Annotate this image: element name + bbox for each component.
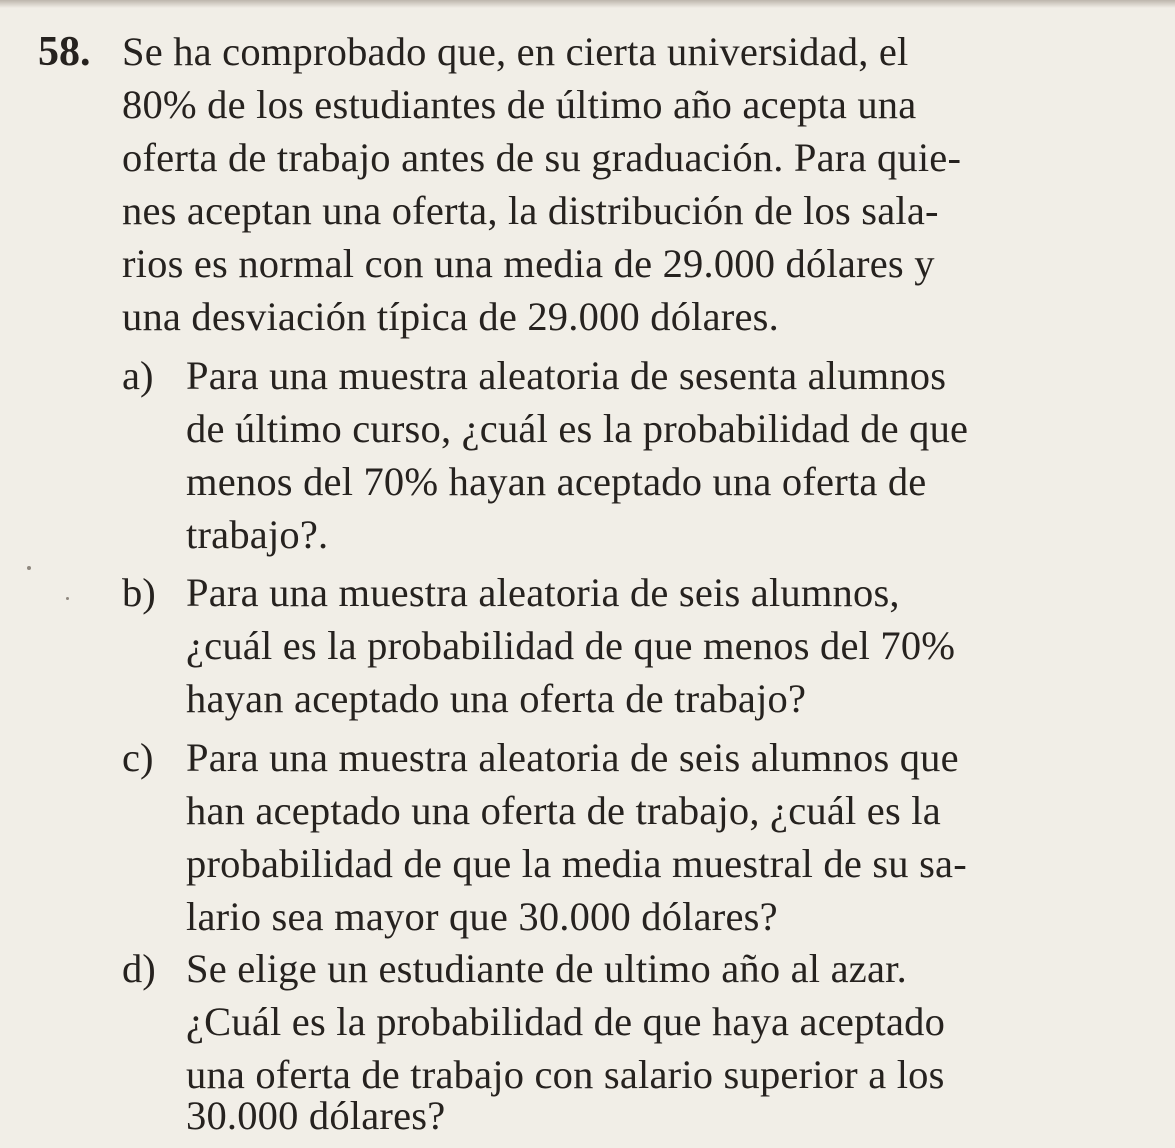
statement-line: nes aceptan una oferta, la distribución de los sala- — [122, 188, 939, 233]
question-label: a) — [122, 353, 154, 398]
question-line: hayan aceptado una oferta de trabajo? — [186, 676, 807, 721]
question-line: Se elige un estudiante de ultimo año al azar. — [186, 946, 907, 991]
question-line: trabajo?. — [186, 512, 329, 557]
question-line: 30.000 dólares? — [186, 1093, 446, 1138]
question-label: d) — [122, 946, 156, 991]
question-line: Para una muestra aleatoria de sesenta alumnos — [186, 353, 947, 398]
statement-line: Se ha comprobado que, en cierta universidad, el — [122, 29, 909, 74]
question-line: de último curso, ¿cuál es la probabilidad de que — [186, 406, 969, 451]
question-label: b) — [122, 570, 156, 615]
print-speck — [27, 566, 31, 570]
question-label: c) — [122, 735, 154, 780]
question-line: probabilidad de que la media muestral de su sa- — [186, 841, 967, 886]
question-line: ¿cuál es la probabilidad de que menos del 70% — [186, 623, 956, 668]
print-speck — [66, 597, 69, 600]
statement-line: oferta de trabajo antes de su graduación. Para quie- — [122, 135, 962, 180]
question-line: Para una muestra aleatoria de seis alumnos, — [186, 570, 900, 615]
page-top-shadow — [0, 0, 1175, 8]
question-line: Para una muestra aleatoria de seis alumnos que — [186, 735, 959, 780]
statement-line: rios es normal con una media de 29.000 dólares y — [122, 241, 935, 286]
problem-number: 58. — [38, 29, 91, 75]
question-line: una oferta de trabajo con salario superior a los — [186, 1052, 945, 1097]
question-line: ¿Cuál es la probabilidad de que haya aceptado — [186, 999, 946, 1044]
statement-line: una desviación típica de 29.000 dólares. — [122, 294, 779, 339]
statement-line: 80% de los estudiantes de último año acepta una — [122, 82, 917, 127]
question-line: han aceptado una oferta de trabajo, ¿cuál es la — [186, 788, 941, 833]
question-line: menos del 70% hayan aceptado una oferta de — [186, 459, 927, 504]
question-line: lario sea mayor que 30.000 dólares? — [186, 894, 778, 939]
